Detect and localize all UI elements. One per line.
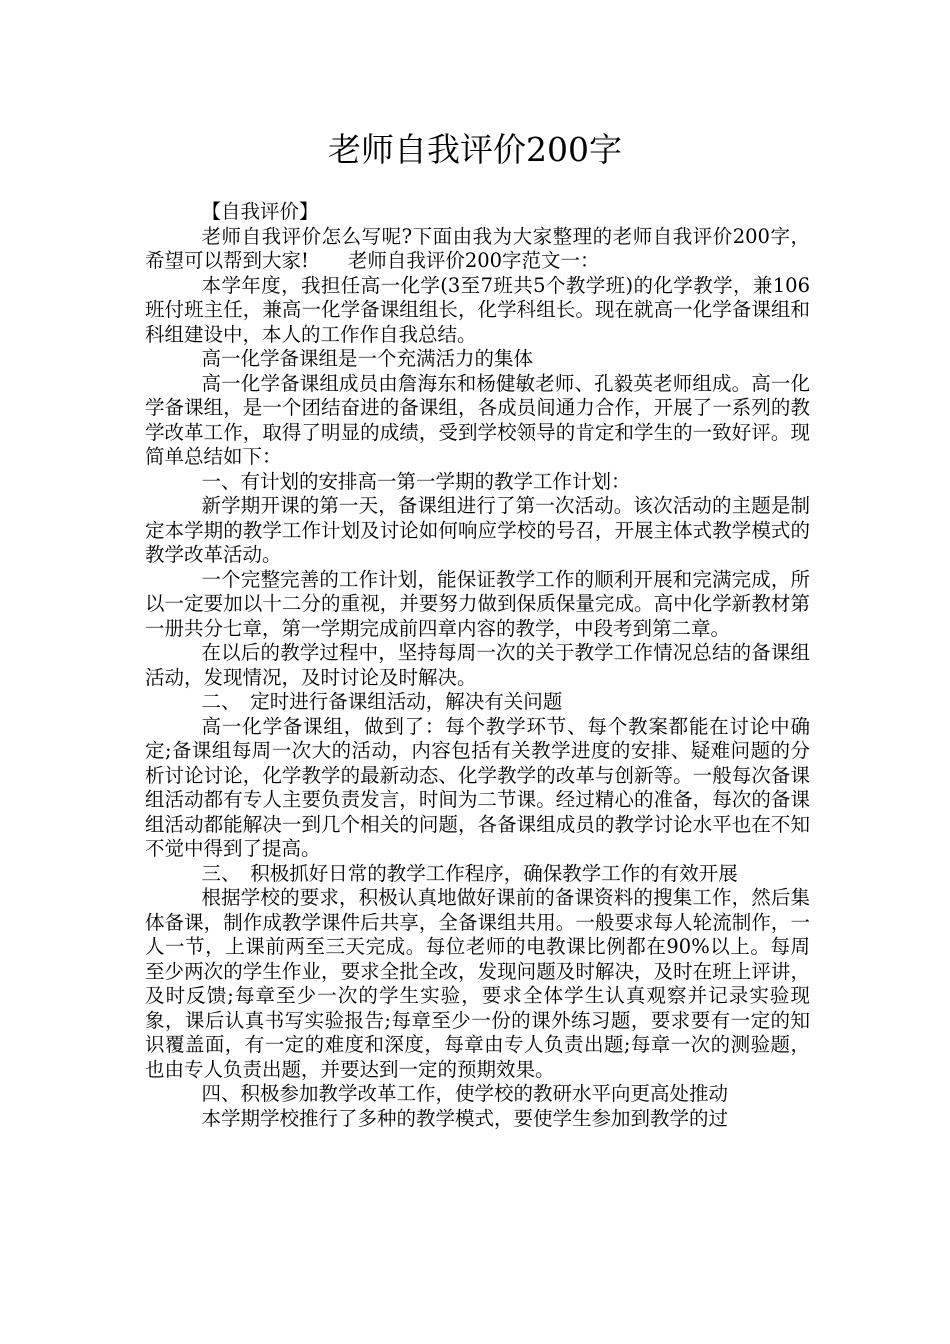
subheading: 高一化学备课组是一个充满活力的集体 (201, 347, 534, 370)
body-paragraph: 本学期学校推行了多种的教学模式，要使学生参加到教学的过 (201, 1106, 729, 1130)
body-paragraph: 一个完整完善的工作计划，能保证教学工作的顺利开展和完满完成，所以一定要加以十二分的重视，并要努力做到保质保量完成。高中化学新教材第一册共分七章，第一学期完成前四章内容的教学，中段考到第二章。 (145, 567, 810, 640)
body-paragraph: 新学期开课的第一天，备课组进行了第一次活动。该次活动的主题是制定本学期的教学工作计划及讨论如何响应学校的号召，开展主体式教学模式的教学改革活动。 (145, 494, 810, 566)
body-paragraph: 在以后的教学过程中，坚持每周一次的关于教学工作情况总结的备课组活动，发现情况，及时讨论及时解决。 (145, 641, 810, 689)
section-label: 【自我评价】 (201, 200, 319, 223)
section-heading-1: 一、有计划的安排高一第一学期的教学工作计划： (201, 469, 631, 493)
body-paragraph: 本学年度，我担任高一化学(3至7班共5个教学班)的化学教学，兼106班付班主任，兼高一化学备课组组长，化学科组长。现在就高一化学备课组和科组建设中，本人的工作作自我总结。 (145, 273, 810, 346)
section-heading-4: 四、积极参加教学改革工作，使学校的教研水平向更高处推动 (201, 1082, 729, 1105)
body-paragraph: 高一化学备课组成员由詹海东和杨健敏老师、孔毅英老师组成。高一化学备课组，是一个团结奋进的备课组，各成员间通力合作，开展了一系列的教学改革工作，取得了明显的成绩，受到学校领导的肯定和学生的一致好评。现简单总结如下： (145, 371, 810, 468)
body-paragraph: 根据学校的要求，积极认真地做好课前的备课资料的搜集工作，然后集体备课，制作成教学课件后共享，全备课组共用。一般要求每人轮流制作，一人一节，上课前两至三天完成。每位老师的电教课比例都在90%以上。每周至少两次的学生作业，要求全批全改，发现问题及时解决，及时在班上评讲，及时反馈;每章至少一次的学生实验，要求全体学生认真观察并记录实验现象，课后认真书写实验报告;每章至少一份的课外练习题，要求要有一定的知识覆盖面，有一定的难度和深度，每章由专人负责出题;每章一次的测验题，也由专人负责出题，并要达到一定的预期效果。 (145, 886, 810, 1081)
section-heading-3: 三、 积极抓好日常的教学工作程序，确保教学工作的有效开展 (201, 861, 738, 885)
page-title: 老师自我评价200字 (328, 130, 622, 169)
body-paragraph: 高一化学备课组，做到了：每个教学环节、每个教案都能在讨论中确定;备课组每周一次大的活动，内容包括有关教学进度的安排、疑难问题的分析讨论讨论，化学教学的最新动态、化学教学的改革与创新等。一般每次备课组活动都有专人主要负责发言，时间为二节课。经过精心的准备，每次的备课组活动都能解决一到几个相关的问题，各备课组成员的教学讨论水平也在不知不觉中得到了提高。 (145, 714, 810, 860)
document-body (145, 200, 810, 1131)
section-heading-2: 二、 定时进行备课组活动，解决有关问题 (201, 690, 563, 713)
intro-paragraph: 老师自我评价怎么写呢?下面由我为大家整理的老师自我评价200字，希望可以帮到大家! 老师自我评价200字范文一： (145, 224, 810, 272)
